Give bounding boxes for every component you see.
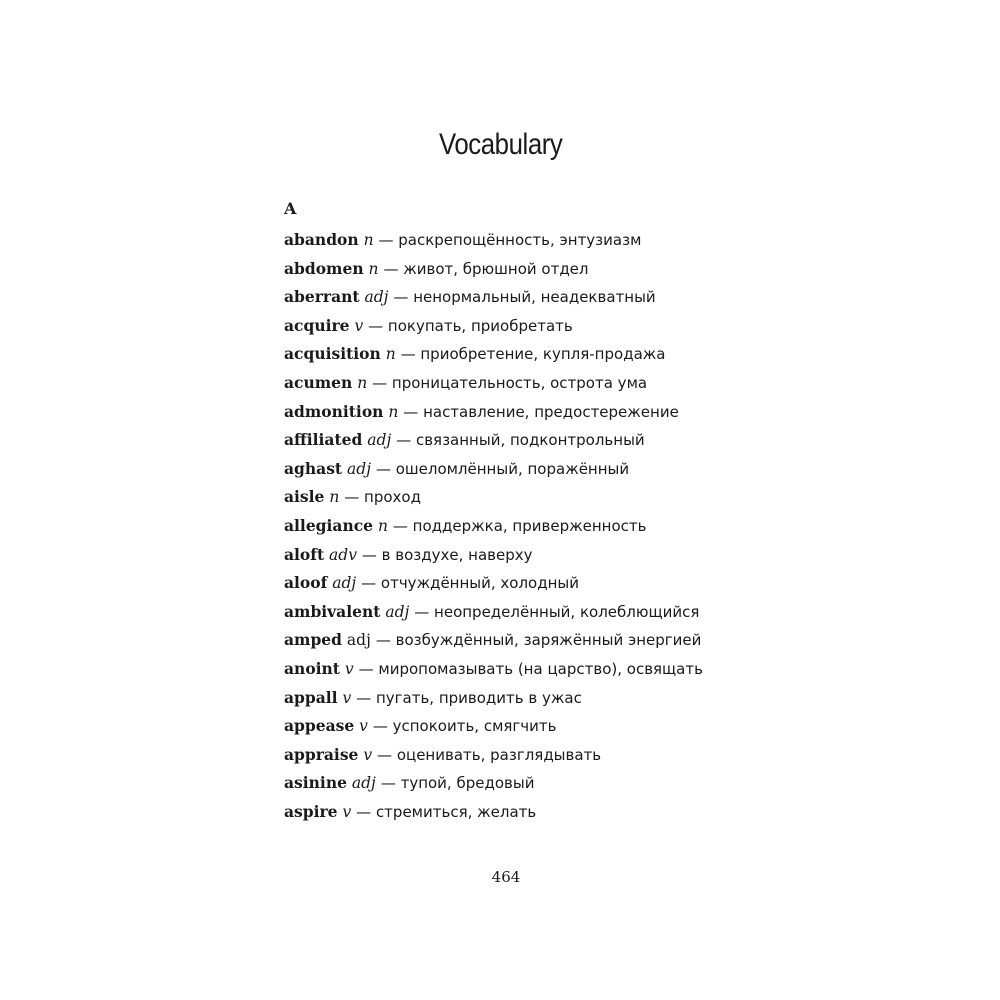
entry-part-of-speech: adj	[332, 574, 357, 593]
section-letter-heading: A	[284, 199, 297, 218]
entry-part-of-speech: n	[357, 373, 368, 392]
entry-word: amped	[284, 630, 342, 650]
entry-translation: — успокоить, смягчить	[372, 717, 557, 736]
entry-translation: — пугать, приводить в ужас	[356, 688, 582, 707]
vocabulary-entry	[284, 226, 703, 255]
vocabulary-entry	[284, 426, 703, 455]
entry-translation: — проницательность, острота ума	[372, 373, 648, 392]
entry-part-of-speech: v	[359, 717, 368, 736]
entry-translation: — связанный, подконтрольный	[396, 431, 645, 450]
entry-translation: — поддержка, приверженность	[392, 516, 647, 535]
page-title: Vocabulary	[439, 128, 563, 162]
entry-word: acquire	[284, 315, 350, 335]
vocabulary-entry	[284, 483, 703, 512]
entry-word: aspire	[284, 801, 338, 821]
entry-translation: — оценивать, разглядывать	[377, 745, 602, 764]
entry-part-of-speech: n	[363, 231, 374, 249]
entry-word: acumen	[284, 372, 353, 392]
vocabulary-entry	[284, 684, 703, 713]
entry-translation: — стремиться, желать	[356, 802, 537, 821]
entry-part-of-speech: v	[354, 316, 364, 335]
vocabulary-entry	[284, 255, 703, 284]
entry-word: asinine	[284, 773, 347, 793]
vocabulary-entry	[284, 541, 703, 570]
entry-translation: — миропомазывать (на царство), освящать	[358, 659, 703, 678]
entry-part-of-speech: n	[368, 259, 379, 278]
entry-translation: — проход	[344, 488, 421, 507]
entry-word: affiliated	[284, 430, 363, 450]
entry-translation: — тупой, бредовый	[380, 774, 535, 793]
entry-word: aloft	[284, 544, 325, 564]
entry-translation: — ненормальный, неадекватный	[393, 288, 656, 307]
entry-word: ambivalent	[284, 601, 381, 621]
entry-translation: — неопределённый, колеблющийся	[414, 602, 700, 621]
entry-word: appease	[284, 716, 355, 736]
vocabulary-entry	[284, 598, 703, 627]
entry-translation: — возбуждённый, заряжённый энергией	[375, 631, 702, 650]
entry-part-of-speech: adv	[329, 545, 357, 564]
entry-translation: — отчуждённый, холодный	[361, 574, 580, 593]
entry-word: aloof	[284, 573, 328, 593]
entry-word: anoint	[284, 658, 340, 678]
entry-part-of-speech: v	[344, 659, 354, 678]
entry-word: abdomen	[284, 258, 364, 278]
vocabulary-entry	[284, 455, 703, 484]
entry-word: aghast	[284, 458, 343, 478]
entry-word: appraise	[284, 744, 359, 764]
vocabulary-list	[284, 226, 703, 826]
entry-translation: — ошеломлённый, поражённый	[375, 459, 630, 478]
entry-word: allegiance	[284, 515, 374, 535]
entry-translation: — в воздухе, наверху	[361, 545, 533, 564]
entry-part-of-speech: adj	[385, 602, 410, 621]
entry-translation: — наставление, предостережение	[403, 402, 679, 421]
entry-word: aisle	[284, 487, 325, 507]
entry-part-of-speech: adj	[351, 774, 376, 793]
entry-part-of-speech: v	[342, 688, 352, 707]
entry-word: appall	[284, 687, 338, 707]
entry-part-of-speech: n	[388, 402, 399, 421]
entry-part-of-speech: adj	[367, 431, 392, 450]
vocabulary-entry	[284, 655, 703, 684]
entry-part-of-speech: adj	[364, 288, 389, 307]
entry-part-of-speech: n	[329, 488, 340, 507]
vocabulary-entry	[284, 569, 703, 598]
entry-word: acquisition	[284, 344, 381, 364]
entry-part-of-speech: n	[377, 516, 388, 535]
entry-part-of-speech: adj	[346, 631, 371, 650]
entry-part-of-speech: v	[342, 802, 352, 821]
entry-part-of-speech: adj	[347, 459, 372, 478]
vocabulary-entry	[284, 741, 703, 770]
entry-word: aberrant	[284, 287, 360, 307]
entry-translation: — раскрепощённость, энтузиазм	[378, 231, 642, 249]
vocabulary-entry	[284, 369, 703, 398]
entry-translation: — живот, брюшной отдел	[383, 259, 589, 278]
vocabulary-entry	[284, 398, 703, 427]
vocabulary-entry	[284, 712, 703, 741]
entry-part-of-speech: v	[363, 745, 373, 764]
entry-word: admonition	[284, 401, 384, 421]
vocabulary-entry	[284, 626, 703, 655]
entry-word: abandon	[284, 230, 359, 249]
entry-translation: — покупать, приобретать	[368, 316, 573, 335]
vocabulary-entry	[284, 340, 703, 369]
page-number: 464	[491, 868, 521, 886]
vocabulary-entry	[284, 798, 703, 827]
entry-translation: — приобретение, купля-продажа	[400, 345, 666, 364]
vocabulary-entry	[284, 769, 703, 798]
vocabulary-entry	[284, 312, 703, 341]
entry-part-of-speech: n	[385, 345, 396, 364]
vocabulary-entry	[284, 512, 703, 541]
vocabulary-entry	[284, 283, 703, 312]
